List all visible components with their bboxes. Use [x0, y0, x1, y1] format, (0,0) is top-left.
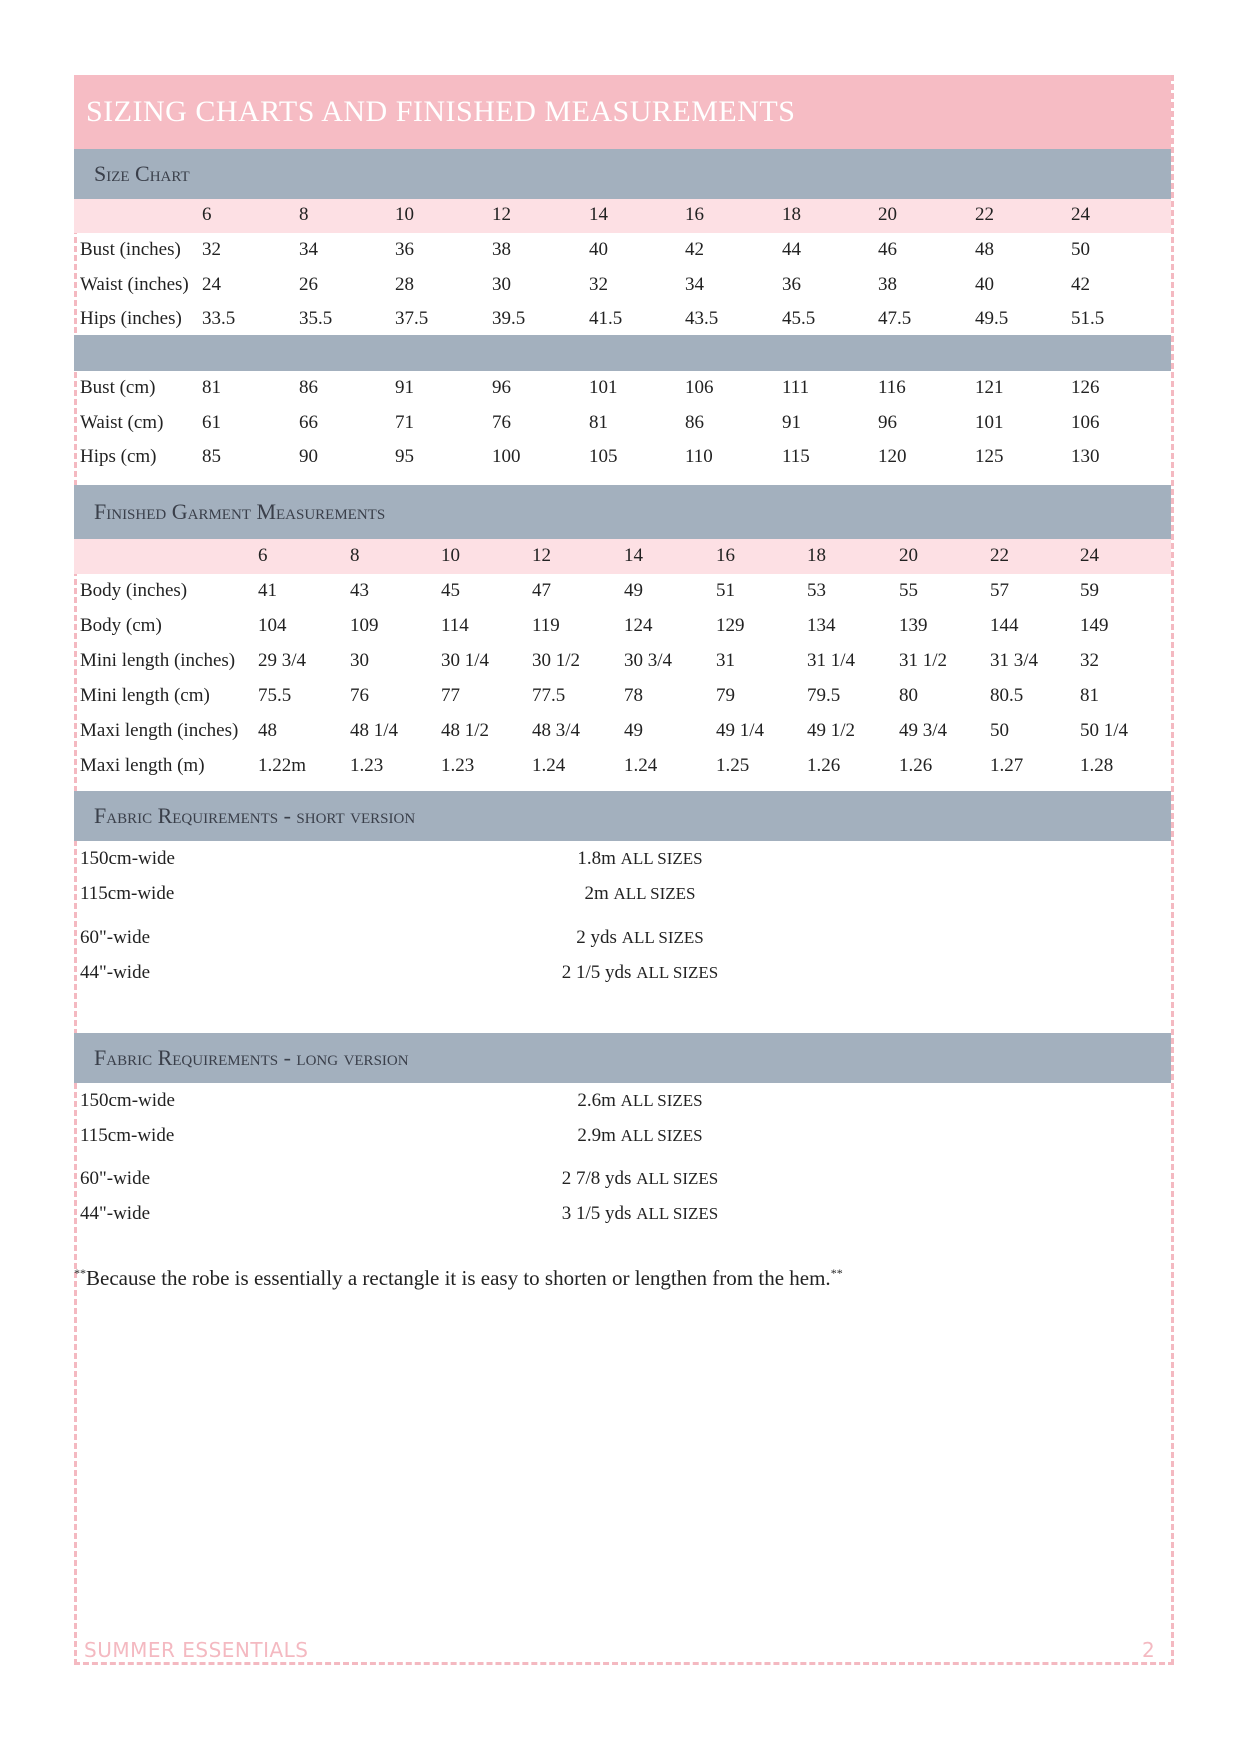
table-cell: 50	[1071, 239, 1090, 260]
table-cell: 31	[716, 650, 735, 671]
table-cell: 37.5	[395, 308, 429, 329]
table-cell: 96	[878, 411, 897, 433]
fabric-amount-note: ALL SIZES	[613, 884, 696, 903]
table-cell: 49	[624, 580, 643, 601]
table-cell: 86	[299, 377, 318, 398]
table-cell: 91	[782, 411, 801, 433]
size-label: 16	[685, 204, 704, 225]
fabric-amount-value: 2.9m	[577, 1125, 621, 1146]
table-cell: 47	[532, 580, 551, 601]
fabric-amount-value: 1.8m	[577, 848, 621, 869]
row-label: Bust (inches)	[80, 239, 181, 260]
table-cell: 1.26	[807, 755, 841, 776]
table-cell: 114	[441, 615, 469, 636]
fabric-amount	[562, 1168, 718, 1190]
table-cell: 50 1/4	[1080, 720, 1129, 741]
table-cell: 1.25	[716, 755, 750, 776]
size-header-row	[74, 199, 1171, 233]
table-cell: 32	[589, 273, 608, 295]
size-label: 8	[299, 204, 309, 225]
table-cell: 36	[782, 273, 801, 295]
table-cell: 41.5	[589, 308, 623, 329]
table-cell: 28	[395, 273, 414, 295]
size-label: 24	[1080, 545, 1099, 566]
table-cell: 1.22m	[258, 755, 307, 776]
table-cell: 106	[1071, 411, 1100, 433]
fabric-long-heading: Fabric Requirements - long version	[74, 1033, 1171, 1083]
size-label: 14	[589, 204, 608, 225]
table-cell: 30	[492, 273, 511, 295]
table-cell: 48 1/2	[441, 720, 490, 741]
row-label: Body (inches)	[80, 580, 188, 601]
table-cell: 53	[807, 580, 826, 601]
table-cell: 90	[299, 446, 318, 467]
table-cell: 38	[492, 239, 511, 260]
size-label: 20	[899, 545, 918, 566]
table-cell: 43.5	[685, 308, 719, 329]
fabric-amount	[562, 962, 718, 984]
table-cell: 49 1/4	[716, 720, 765, 741]
page-border	[74, 75, 1174, 1665]
table-cell: 26	[299, 273, 318, 295]
fabric-amount-value: 2.6m	[577, 1090, 621, 1111]
table-cell: 77	[441, 685, 460, 706]
fabric-amount-value: 2 yds	[576, 927, 622, 948]
table-cell: 100	[492, 446, 521, 467]
table-cell: 34	[685, 273, 704, 295]
table-cell: 101	[975, 411, 1004, 433]
row-label: Mini length (inches)	[80, 650, 236, 671]
page-title: SIZING CHARTS AND FINISHED MEASUREMENTS	[74, 75, 1171, 149]
table-cell: 30 1/2	[532, 650, 581, 671]
table-cell: 49.5	[975, 308, 1009, 329]
size-chart-heading: Size Chart	[74, 149, 1171, 199]
table-cell: 105	[589, 446, 618, 467]
table-cell: 71	[395, 411, 414, 433]
size-label: 18	[782, 204, 801, 225]
fabric-width-label: 60"-wide	[80, 1168, 151, 1189]
fabric-amount-value: 3 1/5 yds	[561, 1203, 637, 1224]
table-cell: 39.5	[492, 308, 526, 329]
table-cell: 129	[716, 615, 745, 636]
table-cell: 81	[589, 411, 608, 433]
fabric-amount-note: ALL SIZES	[620, 1091, 703, 1110]
table-cell: 126	[1071, 377, 1100, 398]
table-cell: 1.27	[990, 755, 1024, 776]
size-label: 22	[990, 545, 1009, 566]
table-cell: 41	[258, 580, 277, 601]
table-cell: 96	[492, 377, 511, 398]
fabric-amount	[584, 883, 695, 905]
table-cell: 119	[532, 615, 560, 636]
table-cell: 55	[899, 580, 918, 601]
fabric-width-label: 150cm-wide	[80, 1090, 175, 1111]
fabric-amount	[577, 848, 702, 870]
fabric-amount-value: 2m	[584, 883, 614, 904]
table-cell: 57	[990, 580, 1009, 601]
table-cell: 61	[202, 411, 221, 433]
table-cell: 106	[685, 377, 714, 398]
row-label: Hips (inches)	[80, 308, 182, 329]
size-label: 8	[350, 545, 360, 566]
table-cell: 86	[685, 411, 704, 433]
table-cell: 1.24	[532, 755, 566, 776]
table-cell: 36	[395, 239, 414, 260]
footer-title: SUMMER ESSENTIALS	[84, 1638, 315, 1662]
row-label: Mini length (cm)	[80, 685, 210, 706]
finished-heading: Finished Garment Measurements	[74, 485, 1171, 539]
fabric-width-label: 115cm-wide	[80, 1125, 175, 1146]
table-cell: 45.5	[782, 308, 816, 329]
size-label: 10	[441, 545, 460, 566]
fabric-width-label: 115cm-wide	[80, 883, 175, 904]
fabric-width-label: 44"-wide	[80, 962, 151, 983]
table-cell: 49 1/2	[807, 720, 856, 741]
row-label: Bust (cm)	[80, 377, 156, 398]
table-cell: 111	[782, 377, 810, 398]
size-label: 6	[258, 545, 268, 566]
fabric-amount-note: ALL SIZES	[620, 849, 703, 868]
row-label: Maxi length (inches)	[80, 720, 239, 741]
table-cell: 40	[589, 239, 608, 260]
table-cell: 30	[350, 650, 369, 671]
table-cell: 48 1/4	[350, 720, 399, 741]
table-cell: 81	[1080, 685, 1099, 706]
table-cell: 35.5	[299, 308, 333, 329]
fabric-amount	[576, 927, 703, 949]
table-cell: 144	[990, 615, 1019, 636]
size-label: 14	[624, 545, 643, 566]
row-label: Maxi length (m)	[80, 755, 205, 776]
size-label: 6	[202, 204, 212, 225]
footnote-prefix: **	[74, 1266, 86, 1280]
row-label: Waist (cm)	[80, 411, 164, 433]
table-cell: 80	[899, 685, 918, 706]
table-cell: 33.5	[202, 308, 236, 329]
fabric-amount-note: ALL SIZES	[621, 928, 704, 947]
row-label: Hips (cm)	[80, 446, 157, 467]
table-cell: 44	[782, 239, 801, 260]
table-cell: 48 3/4	[532, 720, 581, 741]
table-cell: 76	[492, 411, 511, 433]
table-cell: 32	[202, 239, 221, 260]
footnote-suffix: **	[830, 1266, 843, 1280]
table-cell: 51.5	[1071, 308, 1105, 329]
section-spacer	[74, 335, 1171, 371]
table-cell: 109	[350, 615, 379, 636]
size-label: 12	[532, 545, 551, 566]
table-cell: 91	[395, 377, 414, 398]
fabric-width-label: 60"-wide	[80, 927, 151, 948]
table-cell: 79.5	[807, 685, 841, 706]
table-cell: 120	[878, 446, 907, 467]
table-cell: 48	[258, 720, 277, 741]
table-cell: 121	[975, 377, 1004, 398]
footnote	[74, 1266, 843, 1291]
table-cell: 34	[299, 239, 318, 260]
table-cell: 115	[782, 446, 810, 467]
table-cell: 110	[685, 446, 713, 467]
table-cell: 139	[899, 615, 928, 636]
table-cell: 32	[1080, 650, 1099, 671]
table-cell: 40	[975, 273, 994, 295]
table-cell: 125	[975, 446, 1004, 467]
fabric-width-label: 150cm-wide	[80, 848, 175, 869]
table-cell: 43	[350, 580, 369, 601]
table-cell: 42	[1071, 273, 1090, 295]
table-cell: 134	[807, 615, 836, 636]
table-cell: 76	[350, 685, 369, 706]
fabric-amount-note: ALL SIZES	[636, 1169, 719, 1188]
size-label: 10	[395, 204, 414, 225]
table-cell: 101	[589, 377, 618, 398]
table-cell: 45	[441, 580, 460, 601]
fabric-amount	[577, 1125, 702, 1147]
row-label: Waist (inches)	[80, 273, 189, 295]
fabric-amount-value: 2 7/8 yds	[561, 1168, 637, 1189]
table-cell: 1.23	[350, 755, 384, 776]
table-cell: 79	[716, 685, 735, 706]
table-cell: 124	[624, 615, 653, 636]
table-cell: 95	[395, 446, 414, 467]
table-cell: 24	[202, 273, 221, 295]
table-cell: 49 3/4	[899, 720, 948, 741]
table-cell: 51	[716, 580, 735, 601]
table-cell: 80.5	[990, 685, 1024, 706]
table-cell: 29 3/4	[258, 650, 307, 671]
table-cell: 66	[299, 411, 318, 433]
table-cell: 104	[258, 615, 287, 636]
table-cell: 81	[202, 377, 221, 398]
size-label: 12	[492, 204, 511, 225]
fabric-amount-note: ALL SIZES	[636, 1204, 719, 1223]
table-cell: 1.24	[624, 755, 658, 776]
table-cell: 30 1/4	[441, 650, 490, 671]
table-cell: 42	[685, 239, 704, 260]
table-cell: 1.23	[441, 755, 475, 776]
fabric-amount-note: ALL SIZES	[636, 963, 719, 982]
table-cell: 78	[624, 685, 643, 706]
table-cell: 75.5	[258, 685, 292, 706]
size-label: 24	[1071, 204, 1090, 225]
fabric-width-label: 44"-wide	[80, 1203, 151, 1224]
table-cell: 149	[1080, 615, 1109, 636]
fabric-amount-note: ALL SIZES	[620, 1126, 703, 1145]
fabric-amount	[577, 1090, 702, 1112]
fabric-short-heading: Fabric Requirements - short version	[74, 791, 1171, 841]
size-label: 22	[975, 204, 994, 225]
table-cell: 30 3/4	[624, 650, 673, 671]
row-label: Body (cm)	[80, 615, 162, 636]
table-cell: 38	[878, 273, 897, 295]
table-cell: 1.28	[1080, 755, 1114, 776]
table-cell: 49	[624, 720, 643, 741]
footnote-text: Because the robe is essentially a rectangle it is easy to shorten or lengthen from the hem.	[86, 1266, 831, 1290]
table-cell: 116	[878, 377, 906, 398]
size-label: 20	[878, 204, 897, 225]
table-cell: 48	[975, 239, 994, 260]
table-cell: 77.5	[532, 685, 566, 706]
table-cell: 46	[878, 239, 897, 260]
table-cell: 47.5	[878, 308, 912, 329]
table-cell: 59	[1080, 580, 1099, 601]
table-cell: 31 3/4	[990, 650, 1039, 671]
page-number: 2	[1138, 1638, 1159, 1662]
table-cell: 130	[1071, 446, 1100, 467]
size-label: 16	[716, 545, 735, 566]
table-cell: 1.26	[899, 755, 933, 776]
fabric-amount	[562, 1203, 718, 1225]
table-cell: 31 1/4	[807, 650, 856, 671]
size-label: 18	[807, 545, 826, 566]
table-cell: 31 1/2	[899, 650, 948, 671]
table-cell: 85	[202, 446, 221, 467]
table-cell: 50	[990, 720, 1009, 741]
fabric-amount-value: 2 1/5 yds	[561, 962, 637, 983]
